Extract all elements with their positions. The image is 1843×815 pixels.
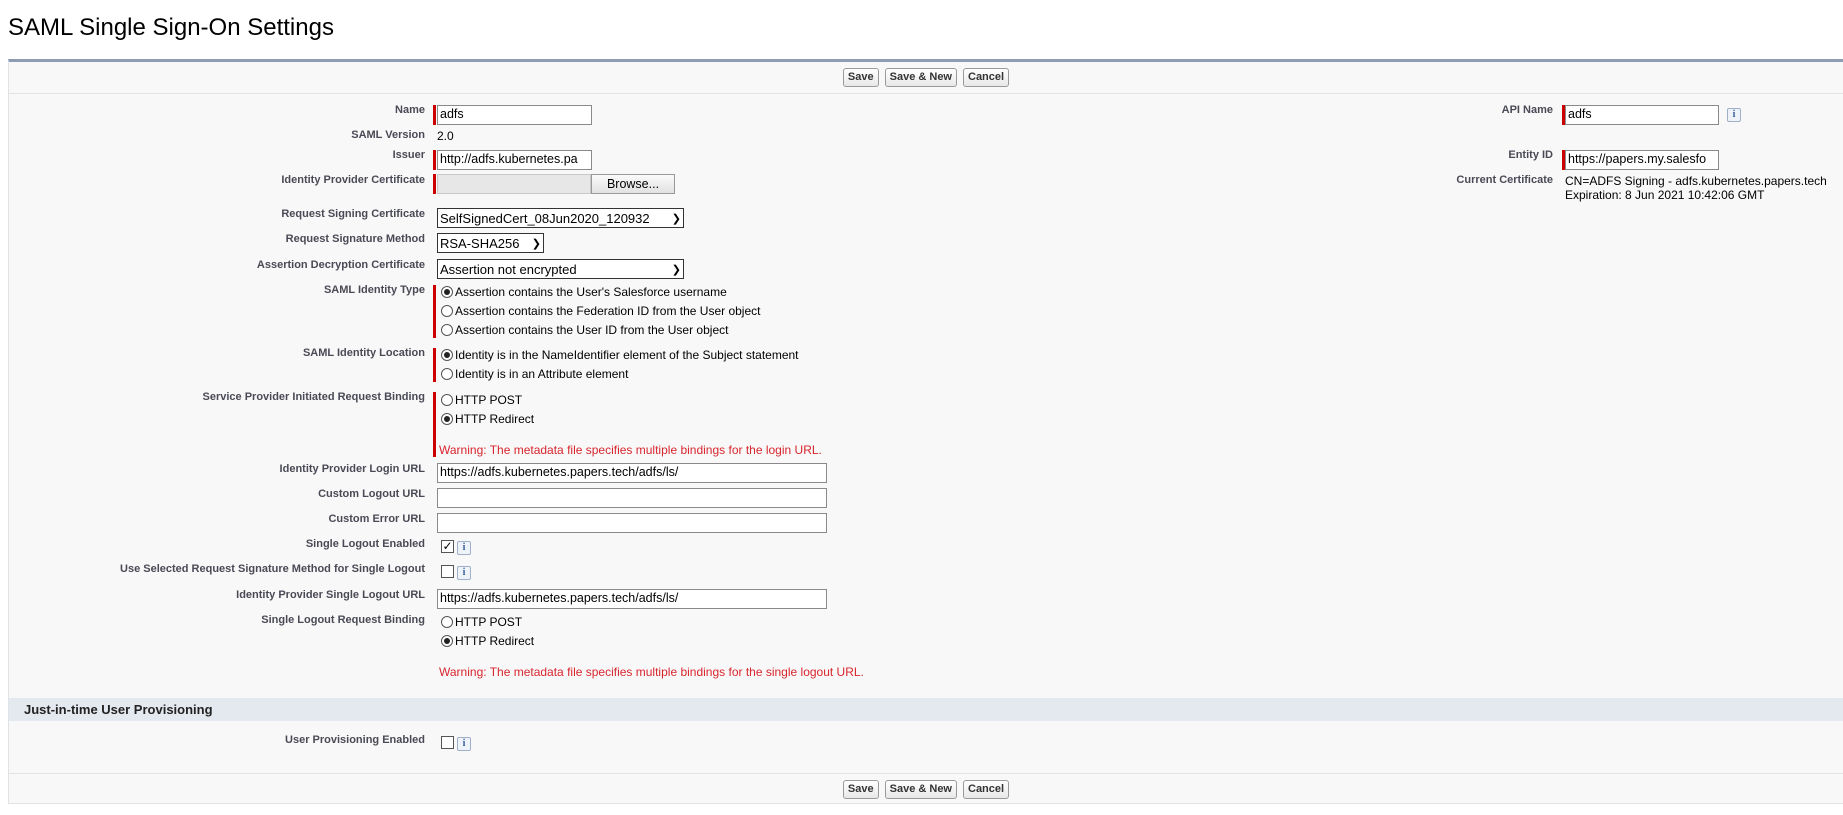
idp-single-logout-url-input[interactable]: https://adfs.kubernetes.papers.tech/adfs/ls/ <box>437 589 827 609</box>
save-button[interactable]: Save <box>843 68 879 87</box>
save-and-new-button[interactable]: Save & New <box>885 68 957 87</box>
api-name-info-icon[interactable]: i <box>1727 108 1741 122</box>
radio[interactable] <box>441 324 453 336</box>
selected-value: Assertion not encrypted <box>440 261 577 277</box>
chevron-down-icon: ❯ <box>671 263 681 276</box>
radio[interactable] <box>441 368 453 380</box>
saml-identity-location-label: SAML Identity Location <box>302 347 425 359</box>
entity-id-input[interactable]: https://papers.my.salesfo <box>1565 150 1719 170</box>
use-selected-sig-method-label: Use Selected Request Signature Method for Single Logout <box>120 563 425 575</box>
use-selected-sig-method-info-icon[interactable]: i <box>457 566 471 580</box>
idp-single-logout-url-label: Identity Provider Single Logout URL <box>236 589 425 601</box>
cancel-button[interactable]: Cancel <box>963 68 1009 87</box>
option-label: Identity is in the NameIdentifier element of the Subject statement <box>455 348 799 362</box>
assertion-decryption-cert-label: Assertion Decryption Certificate <box>256 259 425 271</box>
slo-binding-option-http-post[interactable] <box>441 615 522 629</box>
assertion-decryption-cert-select[interactable] <box>437 259 684 279</box>
selected-value: SelfSignedCert_08Jun2020_120932 <box>440 210 650 226</box>
name-label: Name <box>395 104 425 116</box>
user-provisioning-info-icon[interactable]: i <box>457 737 471 751</box>
login-binding-warning: Warning: The metadata file specifies multiple bindings for the login URL. <box>439 443 822 457</box>
idp-certificate-label: Identity Provider Certificate <box>281 174 425 186</box>
save-button[interactable]: Save <box>843 780 879 799</box>
identity-type-option-federation-id[interactable] <box>441 304 760 318</box>
sp-binding-option-http-redirect[interactable] <box>441 412 534 426</box>
slo-binding-option-http-redirect[interactable] <box>441 634 534 648</box>
single-logout-enabled-label: Single Logout Enabled <box>305 538 425 550</box>
single-logout-binding-warning: Warning: The metadata file specifies multiple bindings for the single logout URL. <box>439 665 864 679</box>
option-label: Assertion contains the User's Salesforce username <box>455 285 727 299</box>
required-marker <box>433 392 436 457</box>
api-name-input[interactable]: adfs <box>1565 105 1719 125</box>
custom-error-url-input[interactable] <box>437 513 827 533</box>
radio-selected[interactable] <box>441 635 453 647</box>
custom-error-url-label: Custom Error URL <box>328 513 425 525</box>
single-logout-binding-label: Single Logout Request Binding <box>261 614 425 626</box>
required-marker <box>433 285 436 338</box>
request-signing-cert-label: Request Signing Certificate <box>281 208 425 220</box>
option-label: HTTP Redirect <box>455 634 535 648</box>
custom-logout-url-input[interactable] <box>437 488 827 508</box>
sp-binding-option-http-post[interactable] <box>441 393 522 407</box>
chevron-down-icon: ❯ <box>671 212 681 225</box>
bottom-button-bar <box>9 773 1843 805</box>
saml-identity-type-label: SAML Identity Type <box>323 284 425 296</box>
current-certificate-expiration: Expiration: 8 Jun 2021 10:42:06 GMT <box>1565 188 1765 202</box>
option-label: HTTP Redirect <box>455 412 535 426</box>
idp-login-url-input[interactable]: https://adfs.kubernetes.papers.tech/adfs/ls/ <box>437 463 827 483</box>
option-label: HTTP POST <box>455 615 523 629</box>
request-signature-method-label: Request Signature Method <box>285 233 425 245</box>
issuer-label: Issuer <box>392 149 425 161</box>
radio-selected[interactable] <box>441 413 453 425</box>
top-button-bar <box>9 62 1843 94</box>
entity-id-label: Entity ID <box>1508 149 1553 161</box>
use-selected-sig-method-checkbox[interactable] <box>441 565 454 578</box>
jit-provisioning-section-header: Just-in-time User Provisioning <box>9 698 1843 721</box>
request-signing-cert-select[interactable] <box>437 208 684 228</box>
current-certificate-name: CN=ADFS Signing - adfs.kubernetes.papers.tech <box>1565 174 1827 188</box>
option-label: Assertion contains the Federation ID from the User object <box>455 304 761 318</box>
option-label: Identity is in an Attribute element <box>455 367 629 381</box>
identity-type-option-user-id[interactable] <box>441 323 728 337</box>
save-and-new-button[interactable]: Save & New <box>885 780 957 799</box>
required-marker <box>433 348 436 382</box>
single-logout-info-icon[interactable]: i <box>457 541 471 555</box>
radio[interactable] <box>441 394 453 406</box>
selected-value: RSA-SHA256 <box>440 235 520 251</box>
identity-location-option-attribute[interactable] <box>441 367 628 381</box>
single-logout-enabled-checkbox[interactable]: ✓ <box>442 539 453 553</box>
chevron-down-icon: ❯ <box>531 237 541 250</box>
user-provisioning-enabled-label: User Provisioning Enabled <box>285 734 425 746</box>
issuer-input[interactable]: http://adfs.kubernetes.pa <box>437 150 592 170</box>
saml-settings-form <box>8 59 1843 804</box>
radio-selected[interactable] <box>441 286 453 298</box>
saml-version-value: 2.0 <box>437 129 454 143</box>
cancel-button[interactable]: Cancel <box>963 780 1009 799</box>
user-provisioning-enabled-checkbox[interactable] <box>441 736 454 749</box>
name-input[interactable]: adfs <box>437 105 592 125</box>
radio[interactable] <box>441 616 453 628</box>
radio[interactable] <box>441 305 453 317</box>
identity-location-option-nameidentifier[interactable] <box>441 348 799 362</box>
identity-type-option-username[interactable] <box>441 285 727 299</box>
sp-request-binding-label: Service Provider Initiated Request Binding <box>202 391 425 403</box>
browse-button[interactable]: Browse... <box>591 174 675 194</box>
request-signature-method-select[interactable] <box>437 233 544 253</box>
custom-logout-url-label: Custom Logout URL <box>318 488 425 500</box>
option-label: HTTP POST <box>455 393 523 407</box>
saml-version-label: SAML Version <box>351 129 425 141</box>
idp-login-url-label: Identity Provider Login URL <box>279 463 425 475</box>
current-certificate-label: Current Certificate <box>1456 174 1553 186</box>
page-title: SAML Single Sign-On Settings <box>8 14 334 41</box>
api-name-label: API Name <box>1501 104 1553 116</box>
option-label: Assertion contains the User ID from the User object <box>455 323 729 337</box>
radio-selected[interactable] <box>441 349 453 361</box>
